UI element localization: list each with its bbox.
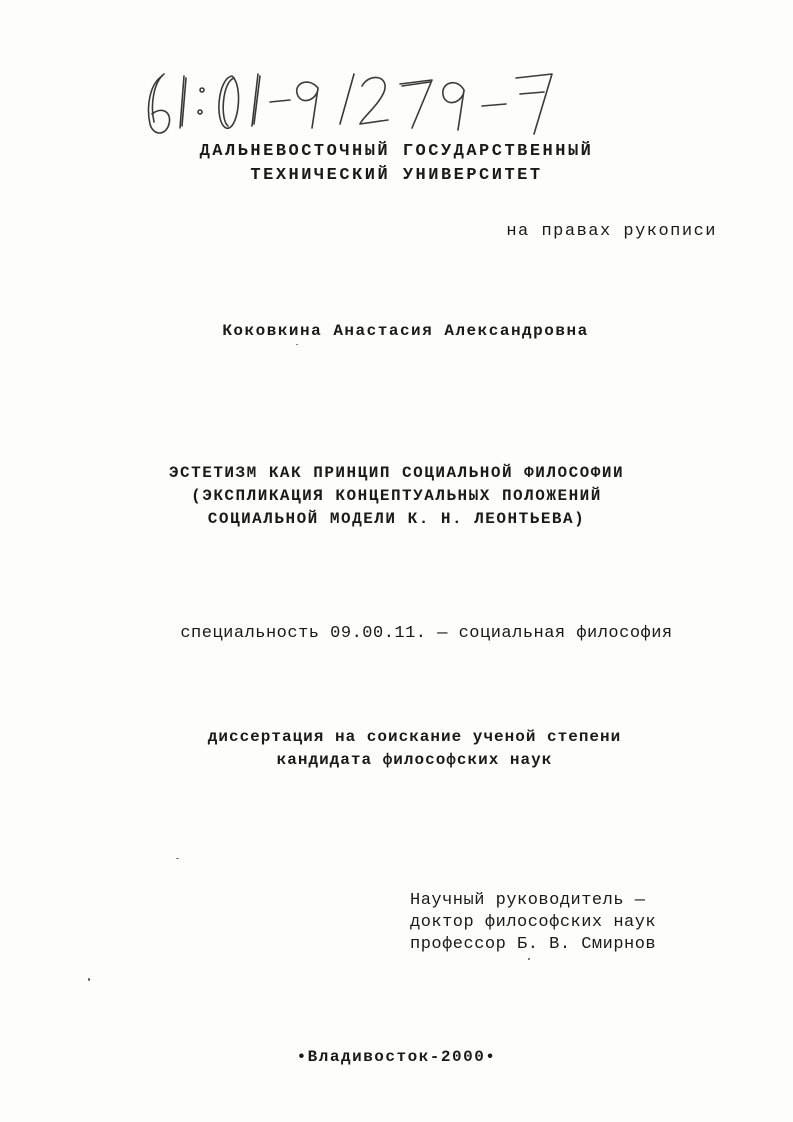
scan-speck [296, 344, 298, 345]
advisor-line-3: профессор Б. В. Смирнов [410, 935, 657, 954]
author-name: Коковкина Анастасия Александровна [222, 322, 589, 340]
institution-line-1: ДАЛЬНЕВОСТОЧНЫЙ ГОСУДАРСТВЕННЫЙ [199, 142, 594, 161]
scan-speck [88, 978, 90, 981]
advisor-line-2: доктор философских наук [410, 913, 657, 932]
title-line-3: СОЦИАЛЬНОЙ МОДЕЛИ К. Н. ЛЕОНТЬЕВА) [207, 510, 586, 528]
advisor-line-1: Научный руководитель — [410, 891, 646, 910]
title-line-2: (ЭКСПЛИКАЦИЯ КОНЦЕПТУАЛЬНЫХ ПОЛОЖЕНИЙ [191, 487, 602, 505]
institution-name [0, 140, 793, 188]
city-and-year: •Владивосток-2000• [296, 1048, 497, 1066]
scan-speck [176, 858, 179, 859]
institution-line-2: ТЕХНИЧЕСКИЙ УНИВЕРСИТЕТ [250, 166, 543, 185]
degree-line-1: диссертация на соискание ученой степени [207, 728, 622, 746]
handwritten-archive-number [140, 62, 570, 142]
scan-speck [528, 958, 530, 960]
degree-line-2: кандидата философских наук [276, 751, 553, 769]
dissertation-title [0, 462, 793, 531]
degree-statement [0, 726, 793, 772]
handwritten-number-drawing [140, 62, 570, 142]
title-line-1: ЭСТЕТИЗМ КАК ПРИНЦИП СОЦИАЛЬНОЙ ФИЛОСОФИИ [168, 464, 625, 482]
specialty-code: специальность 09.00.11. — социальная философия [180, 624, 673, 643]
manuscript-note: на правах рукописи [506, 222, 717, 241]
scientific-advisor [410, 890, 656, 956]
